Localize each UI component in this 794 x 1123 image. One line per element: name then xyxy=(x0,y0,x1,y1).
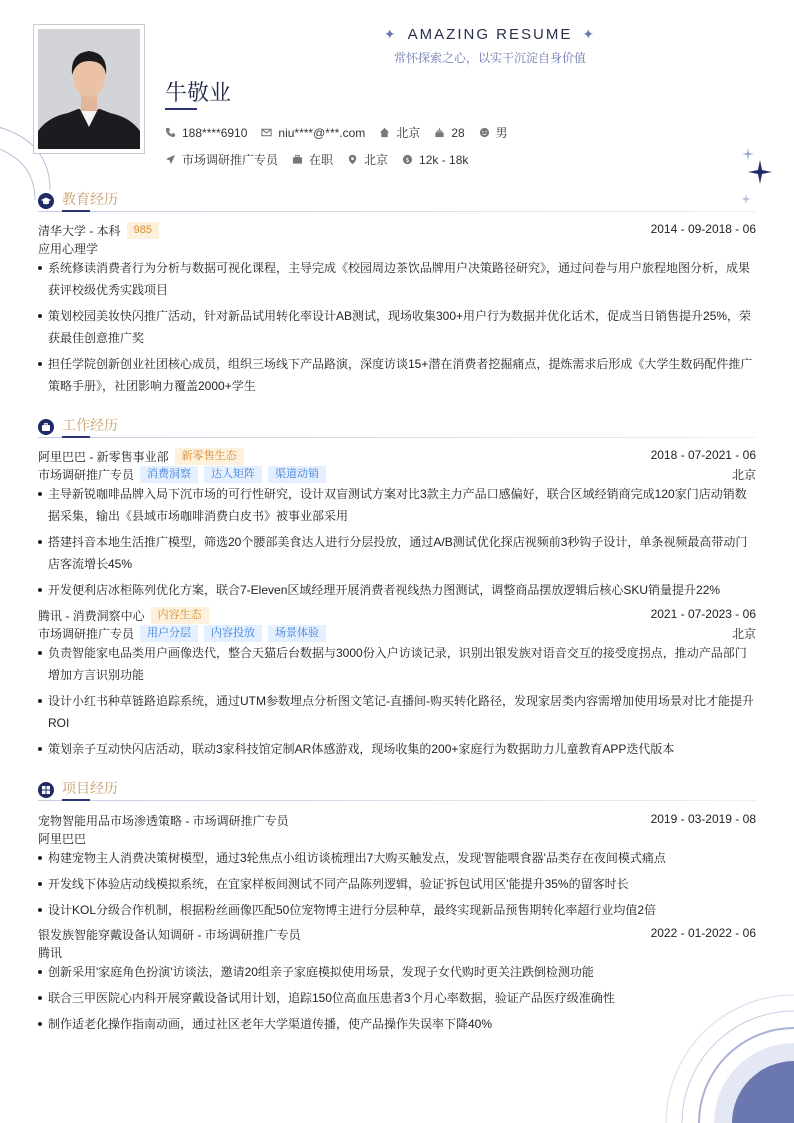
education-title: 教育经历 xyxy=(62,191,118,207)
target-city-text: 北京 xyxy=(364,153,389,167)
phone-item xyxy=(165,126,247,140)
target-position-text: 市场调研推广专员 xyxy=(182,153,279,167)
job-dates: 2021 - 07-2023 - 06 xyxy=(650,607,756,621)
target-position-item xyxy=(165,151,278,168)
education-row xyxy=(38,222,756,240)
project-name-row xyxy=(38,926,756,944)
job-company: 腾讯 - 消费洞察中心 xyxy=(38,609,145,623)
sparkle-right-icon: ✦ xyxy=(582,26,597,42)
gender-text: 男 xyxy=(495,126,508,140)
section-divider xyxy=(38,800,756,801)
list-item: 设计KOL分级合作机制，根据粉丝画像匹配50位宠物博主进行分层种草，最终实现新品预售期转化率超行业均值2倍 xyxy=(38,899,756,921)
list-item: 制作适老化操作指南动画，通过社区老年大学渠道传播，使产品操作失误率下降40% xyxy=(38,1013,756,1035)
education-bullets xyxy=(38,257,756,401)
project-org: 腾讯 xyxy=(38,946,63,960)
project-name-row xyxy=(38,812,756,830)
smiley-icon xyxy=(479,127,490,138)
job-company-row xyxy=(38,448,756,466)
profile-photo xyxy=(38,29,140,149)
project-bullets xyxy=(38,847,756,925)
job-company-row xyxy=(38,607,756,625)
list-item: 联合三甲医院心内科开展穿戴设备试用计划，追踪150位高血压患者3个月心率数据，验证产品医疗级准确性 xyxy=(38,987,756,1009)
job-skill-tag: 达人矩阵 xyxy=(204,466,262,483)
salary-text: 12k - 18k xyxy=(419,152,469,167)
project-name: 宠物智能用品市场渗透策略 - 市场调研推广专员 xyxy=(38,814,289,828)
list-item: 开发线下体验店动线模拟系统，在宜家样板间测试不同产品陈列逻辑，验证'拆包试用区'能提升35%的留客时长 xyxy=(38,873,756,895)
job-skill-tag: 消费洞察 xyxy=(140,466,198,483)
list-item: 创新采用'家庭角色扮演'访谈法，邀请20组亲子家庭模拟使用场景，发现子女代购时更关注跌倒检测功能 xyxy=(38,961,756,983)
salary-item xyxy=(402,153,468,167)
job-city: 北京 xyxy=(731,627,756,641)
hometown-item xyxy=(379,124,420,141)
status-item xyxy=(292,151,333,168)
projects-section-header xyxy=(38,778,756,802)
phone-text: 188****6910 xyxy=(182,125,248,140)
list-item: 设计小红书种草链路追踪系统，通过UTM参数埋点分析图文笔记-直播间-购买转化路径，发现家居类内容需增加使用场景对比才能提升ROI xyxy=(38,690,756,734)
job-position-row xyxy=(38,625,756,643)
job-bullets xyxy=(38,483,756,605)
education-major: 应用心理学 xyxy=(38,242,99,256)
project-bullets xyxy=(38,961,756,1039)
job-company: 阿里巴巴 - 新零售事业部 xyxy=(38,450,169,464)
job-city: 北京 xyxy=(731,468,756,482)
candidate-name: 牛敬业 xyxy=(165,80,232,105)
list-item: 策划亲子互动快闪店活动，联动3家科技馆定制AR体感游戏，现场收集的200+家庭行为数据助力儿童教育APP迭代版本 xyxy=(38,738,756,760)
job-position: 市场调研推广专员 xyxy=(38,468,135,482)
grid-icon xyxy=(38,782,54,798)
svg-text:$: $ xyxy=(405,155,410,164)
banner-subtitle: 常怀探索之心，以实干沉淀自身价值 xyxy=(393,51,586,65)
briefcase-icon xyxy=(292,154,303,165)
job-bullets xyxy=(38,642,756,764)
school-tag: 985 xyxy=(127,222,159,239)
email-text: niu****@***.com xyxy=(278,125,366,140)
list-item: 搭建抖音本地生活推广模型，筛选20个腰部美食达人进行分层投放，通过A/B测试优化探店视频前3秒钩子设计，单条视频最高带动门店客流增长45% xyxy=(38,531,756,575)
job-position: 市场调研推广专员 xyxy=(38,627,135,641)
project-org-row xyxy=(38,830,756,848)
status-text: 在职 xyxy=(309,153,334,167)
section-divider xyxy=(38,437,756,438)
target-city-item xyxy=(347,151,388,168)
education-section-header xyxy=(38,189,756,213)
list-item: 策划校园美妆快闪推广活动，针对新品试用转化率设计AB测试，现场收集300+用户行为数据并优化话术，促成当日销售提升25%，荣获最佳创意推广奖 xyxy=(38,305,756,349)
list-item: 担任学院创新创业社团核心成员，组织三场线下产品路演，深度访谈15+潜在消费者挖掘痛点，提炼需求后形成《大学生数码配件推广策略手册》，社团影响力覆盖2000+学生 xyxy=(38,353,756,397)
education-dates: 2014 - 09-2018 - 06 xyxy=(650,222,756,236)
location-pin-icon xyxy=(347,154,358,165)
list-item: 负责智能家电品类用户画像迭代，整合天猫后台数据与3000份入户访谈记录，识别出银发族对语音交互的接受度拐点，推动产品部门增加方言识别功能 xyxy=(38,642,756,686)
job-position-row xyxy=(38,466,756,484)
profile-photo-frame xyxy=(33,24,145,154)
work-title: 工作经历 xyxy=(62,417,118,433)
project-org-row xyxy=(38,944,756,962)
job-skill-tag: 用户分层 xyxy=(140,625,198,642)
banner-title xyxy=(300,26,680,43)
gender-item xyxy=(479,124,508,141)
age-text: 28 xyxy=(451,125,465,140)
job-intent-row xyxy=(165,151,468,168)
job-skill-tag: 内容投放 xyxy=(204,625,262,642)
person-silhouette xyxy=(38,29,140,149)
job-skill-tag: 场景体验 xyxy=(268,625,326,642)
list-item: 开发便利店冰柜陈列优化方案，联合7-Eleven区域经理开展消费者视线热力图测试，调整商品摆放逻辑后核心SKU销量提升22% xyxy=(38,579,756,601)
education-major-row xyxy=(38,240,756,258)
graduation-cap-icon xyxy=(38,193,54,209)
resume-banner xyxy=(300,26,680,66)
job-skill-tag: 渠道动销 xyxy=(268,466,326,483)
job-dates: 2018 - 07-2021 - 06 xyxy=(650,448,756,462)
age-item xyxy=(434,126,464,140)
section-divider xyxy=(38,211,756,212)
list-item: 构建宠物主人消费决策树模型，通过3轮焦点小组访谈梳理出7大购买触发点，发现'智能喂食器'品类存在夜间模式痛点 xyxy=(38,847,756,869)
cake-icon xyxy=(434,127,445,138)
projects-title: 项目经历 xyxy=(62,780,118,796)
project-org: 阿里巴巴 xyxy=(38,832,87,846)
job-company-tag: 内容生态 xyxy=(151,607,209,624)
contact-info-row xyxy=(165,124,508,141)
home-icon xyxy=(379,127,390,138)
section-divider-accent xyxy=(62,799,90,801)
sparkle-left-icon: ✦ xyxy=(383,26,398,42)
email-icon xyxy=(261,127,272,138)
send-icon xyxy=(165,154,176,165)
phone-icon xyxy=(165,127,176,138)
name-underline xyxy=(165,108,197,110)
briefcase-icon xyxy=(38,419,54,435)
work-section-header xyxy=(38,415,756,439)
list-item: 主导新锐咖啡品牌入局下沉市场的可行性研究，设计双盲测试方案对比3款主力产品口感偏好，联合区域经销商完成120家门店动销数据采集，输出《县域市场咖啡消费白皮书》被事业部采用 xyxy=(38,483,756,527)
banner-title-text: AMAZING RESUME xyxy=(407,26,573,43)
section-divider-accent xyxy=(62,210,90,212)
project-dates: 2022 - 01-2022 - 06 xyxy=(650,926,756,940)
job-company-tag: 新零售生态 xyxy=(175,448,244,465)
school-major: 清华大学 - 本科 xyxy=(38,224,121,238)
hometown-text: 北京 xyxy=(396,126,421,140)
money-icon xyxy=(402,154,413,165)
email-item xyxy=(261,126,365,140)
project-name: 银发族智能穿戴设备认知调研 - 市场调研推广专员 xyxy=(38,928,301,942)
list-item: 系统修读消费者行为分析与数据可视化课程，主导完成《校园周边茶饮品牌用户决策路径研究》，通过问卷与用户旅程地图分析，成果获评校级优秀实践项目 xyxy=(38,257,756,301)
project-dates: 2019 - 03-2019 - 08 xyxy=(650,812,756,826)
section-divider-accent xyxy=(62,436,90,438)
